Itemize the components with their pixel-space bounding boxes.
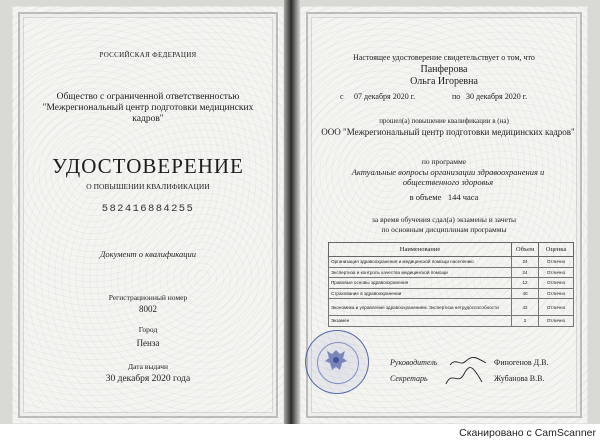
table-row — [329, 267, 574, 278]
table-row — [329, 278, 574, 289]
column-header-volume: Объем — [512, 243, 539, 257]
period-from-date: 07 декабря 2020 г. — [354, 92, 416, 101]
program-volume — [300, 192, 588, 202]
secretary-signature-icon — [442, 366, 486, 388]
period-from-prefix: с — [340, 92, 344, 101]
double-headed-eagle-icon — [305, 330, 367, 392]
subject-name: Правовые основы здравоохранения — [329, 278, 512, 289]
secretary-role: Секретарь — [390, 374, 428, 383]
program-title: Актуальные вопросы организации здравоохранения и общественного здоровья — [351, 167, 545, 187]
subjects-table — [328, 242, 574, 327]
city-value: Пенза — [136, 338, 160, 348]
subject-name: Экспертиза и контроль качества медицинской помощи — [329, 267, 512, 278]
holder-surname: Панферова — [420, 64, 468, 75]
period-to-prefix: по — [452, 92, 461, 101]
subject-volume: 40 — [512, 288, 539, 299]
book-spine — [284, 0, 300, 442]
volume-label: в объеме — [409, 192, 442, 202]
registration-number: 8002 — [139, 304, 157, 314]
subject-name: Организация здравоохранения и медицинской помощи населению — [329, 257, 512, 268]
training-organization: ООО "Межрегиональный центр подготовки медицинских кадров" — [321, 127, 575, 137]
right-page — [300, 6, 588, 424]
subject-name: Экзамен — [329, 316, 512, 327]
subject-grade: Отлично — [539, 267, 574, 278]
subject-name: Страхование в здравоохранении — [329, 288, 512, 299]
left-page — [12, 6, 284, 424]
table-row — [329, 288, 574, 299]
document-type: Документ о квалификации — [99, 249, 197, 259]
subject-grade: Отлично — [539, 278, 574, 289]
table-row — [329, 257, 574, 268]
table-row — [329, 316, 574, 327]
training-statement: прошел(а) повышение квалификации в (на) — [379, 117, 509, 125]
column-header-grade: Оценка — [539, 243, 574, 257]
issue-date-label: Дата выдачи — [127, 362, 169, 371]
issuer-organization: Общество с ограниченной ответственностью "Межрегиональный центр подготовки медицинских кадров" — [42, 92, 254, 124]
subject-volume: 42 — [512, 299, 539, 316]
registration-label: Регистрационный номер — [108, 293, 188, 302]
city-label: Город — [138, 325, 158, 334]
column-header-name: Наименование — [329, 243, 512, 257]
table-row — [329, 299, 574, 316]
director-role: Руководитель — [390, 358, 438, 367]
left-page-border — [18, 12, 278, 418]
period-to-date: 30 декабря 2020 г. — [466, 92, 528, 101]
table-header-row — [329, 243, 574, 257]
program-label: по программе — [421, 157, 467, 166]
volume-value: 144 часа — [447, 192, 479, 202]
exam-line-2: по основным дисциплинам программы — [381, 224, 507, 234]
subject-volume: 12 — [512, 278, 539, 289]
scanner-watermark: Сканировано с CamScanner — [459, 427, 596, 439]
document-subtitle: О ПОВЫШЕНИИ КВАЛИФИКАЦИИ — [86, 182, 210, 191]
subject-name: Экономика и управление здравоохранением. Экспертиза нетрудоспособности — [329, 299, 512, 316]
issue-date-value: 30 декабря 2020 года — [105, 374, 191, 384]
secretary-name: Жубанова В.В. — [494, 374, 545, 383]
official-stamp-icon — [305, 330, 369, 394]
study-period — [340, 92, 560, 104]
intro-text: Настоящее удостоверение свидетельствует о том, что — [353, 53, 535, 62]
country-label: РОССИЙСКАЯ ФЕДЕРАЦИЯ — [99, 51, 197, 59]
director-name: Финогенов Д.В. — [494, 358, 549, 367]
subject-volume: 2 — [512, 316, 539, 327]
exam-line-1: за время обучения сдал(а) экзамены и зачеты — [371, 215, 517, 224]
exam-statement — [300, 215, 588, 234]
subject-grade: Отлично — [539, 316, 574, 327]
subject-grade: Отлично — [539, 299, 574, 316]
document-title: УДОСТОВЕРЕНИЕ — [52, 154, 244, 178]
subject-grade: Отлично — [539, 257, 574, 268]
holder-name: Ольга Игоревна — [410, 76, 478, 87]
subject-volume: 24 — [512, 257, 539, 268]
subject-grade: Отлично — [539, 288, 574, 299]
certificate-number: 582416884255 — [101, 203, 195, 215]
subject-volume: 24 — [512, 267, 539, 278]
